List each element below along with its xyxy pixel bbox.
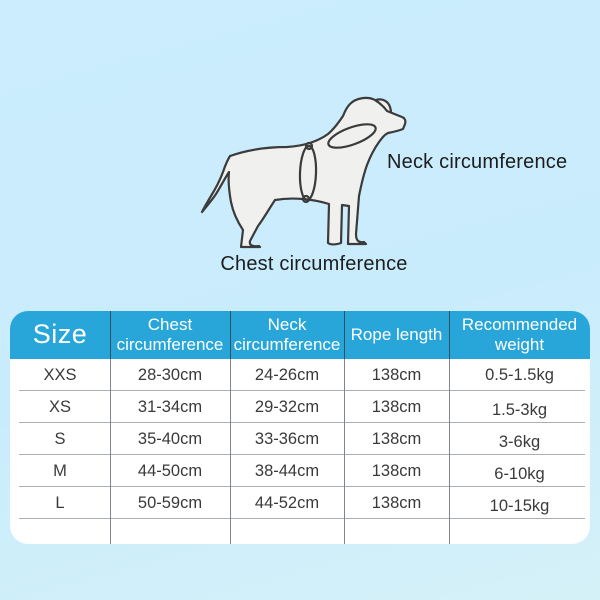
dog-body bbox=[202, 98, 405, 247]
cell-weight: 1.5-3kg bbox=[491, 401, 548, 419]
cell-chest: 44-50cm bbox=[137, 461, 203, 480]
cell-neck: 38-44cm bbox=[254, 461, 320, 480]
header-divider bbox=[344, 311, 345, 359]
table-row-m bbox=[10, 455, 590, 487]
cell-weight: 3-6kg bbox=[498, 433, 541, 451]
cell-size: L bbox=[55, 493, 65, 512]
header-divider bbox=[230, 311, 231, 359]
column-divider bbox=[344, 359, 345, 544]
cell-chest: 35-40cm bbox=[137, 429, 203, 448]
cell-chest: 50-59cm bbox=[137, 493, 203, 512]
table-row-xs bbox=[10, 391, 590, 423]
cell-neck: 44-52cm bbox=[254, 493, 320, 512]
cell-rope: 138cm bbox=[371, 461, 422, 480]
header-divider bbox=[449, 311, 450, 359]
neck-circumference-label: Neck circumference bbox=[387, 151, 568, 173]
cell-size: XS bbox=[48, 397, 71, 416]
chest-circumference-label: Chest circumference bbox=[220, 253, 408, 275]
header-recommended-weight: Recommended weight bbox=[461, 314, 578, 354]
column-divider bbox=[110, 359, 111, 544]
cell-neck: 29-32cm bbox=[254, 397, 320, 416]
table-body bbox=[10, 359, 590, 544]
table-row-xxs bbox=[10, 359, 590, 391]
cell-rope: 138cm bbox=[371, 397, 422, 416]
cell-weight: 6-10kg bbox=[494, 465, 545, 483]
header-divider bbox=[110, 311, 111, 359]
cell-neck: 24-26cm bbox=[254, 365, 320, 384]
table-header-row bbox=[10, 311, 590, 359]
cell-rope: 138cm bbox=[371, 429, 422, 448]
size-chart-table bbox=[10, 311, 590, 544]
column-divider bbox=[449, 359, 450, 544]
column-divider bbox=[230, 359, 231, 544]
header-chest-circumference: Chest circumference bbox=[116, 314, 224, 354]
cell-size: XXS bbox=[43, 365, 77, 384]
cell-neck: 33-36cm bbox=[254, 429, 320, 448]
cell-rope: 138cm bbox=[371, 493, 422, 512]
cell-chest: 28-30cm bbox=[137, 365, 203, 384]
header-rope-length: Rope length bbox=[350, 324, 443, 344]
cell-size: S bbox=[54, 429, 66, 448]
table-row-l bbox=[10, 487, 590, 519]
header-size: Size bbox=[32, 319, 88, 350]
cell-weight: 10-15kg bbox=[489, 497, 550, 515]
cell-rope: 138cm bbox=[371, 365, 422, 384]
cell-chest: 31-34cm bbox=[137, 397, 203, 416]
cell-weight: 0.5-1.5kg bbox=[485, 365, 554, 384]
cell-size: M bbox=[53, 461, 67, 480]
header-neck-circumference: Neck circumference bbox=[233, 314, 341, 354]
table-row-s bbox=[10, 423, 590, 455]
